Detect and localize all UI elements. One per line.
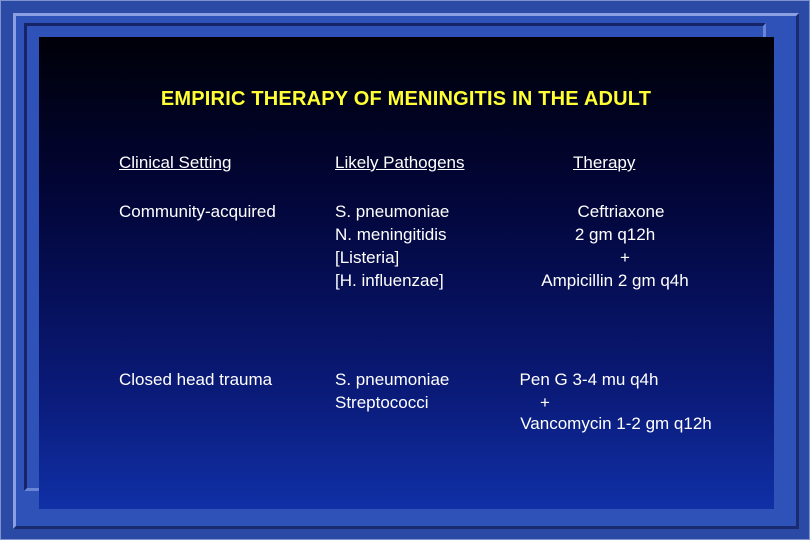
- row-pathogen: [Listeria]: [335, 248, 400, 267]
- header-clinical-setting: Clinical Setting: [119, 153, 232, 172]
- row-therapy-line: Ampicillin 2 gm q4h: [541, 271, 689, 290]
- row-therapy-line: 2 gm q12h: [574, 225, 656, 244]
- slide-title: EMPIRIC THERAPY OF MENINGITIS IN THE ADULT: [160, 88, 652, 110]
- row-pathogen: [H. influenzae]: [335, 271, 444, 290]
- row-therapy-line: Ceftriaxone: [577, 202, 665, 221]
- row-pathogen: S. pneumoniae: [335, 370, 450, 389]
- row-setting: Closed head trauma: [119, 370, 273, 389]
- row-pathogen: Streptococci: [335, 393, 429, 412]
- header-likely-pathogens: Likely Pathogens: [335, 153, 465, 172]
- row-therapy-line: Pen G 3-4 mu q4h: [519, 370, 659, 389]
- row-setting: Community-acquired: [119, 202, 276, 221]
- row-pathogen: S. pneumoniae: [335, 202, 450, 221]
- row-therapy-plus: +: [540, 393, 550, 412]
- row-pathogen: N. meningitidis: [335, 225, 447, 244]
- header-therapy: Therapy: [573, 153, 636, 172]
- row-therapy-line: Vancomycin 1-2 gm q12h: [520, 414, 712, 433]
- row-therapy-plus: +: [620, 248, 630, 267]
